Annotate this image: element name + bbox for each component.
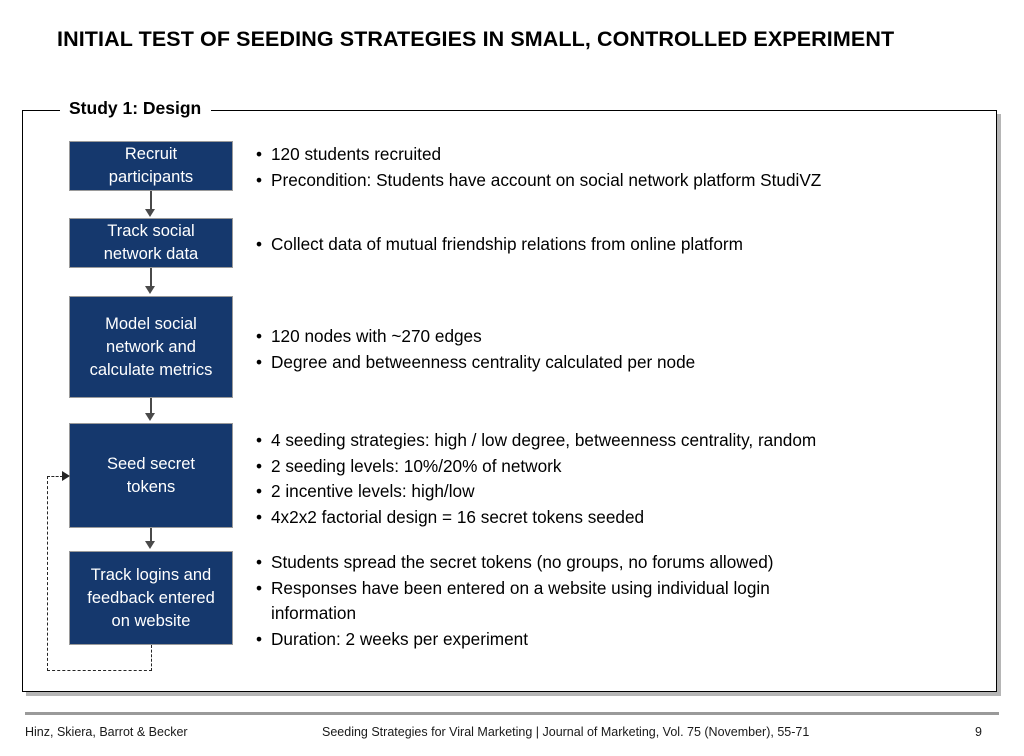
flow-box-label: Recruit participants [108,145,194,186]
arrowhead-seed-to-trackLogins [145,541,155,549]
bullet-item [255,324,995,350]
bullet-group-track-social-network-data [255,232,995,258]
footer-page-number: 9 [975,725,982,739]
flow-box-label: Seed secret tokens [106,454,196,496]
bullet-text: Collect data of mutual friendship relations from online platform [271,234,743,254]
bullet-group-model-social-network [255,324,995,375]
bullet-item [255,142,995,168]
bullet-group-recruit-participants [255,142,995,193]
bullet-marker-icon: • [256,169,263,190]
bullet-marker-icon: • [256,234,263,254]
flow-box-track-social-network-data[interactable] [69,218,233,268]
bullet-item [255,505,995,531]
bullet-text: 4 seeding strategies: high / low degree, betweenness centrality, random [271,430,817,450]
arrowhead-track-to-model [145,286,155,294]
bullet-marker-icon: • [256,144,263,164]
bullet-group-track-logins-feedback [255,550,995,652]
bullet-group-seed-secret-tokens [255,428,995,530]
flow-box-label: Track logins and feedback entered on website [87,565,215,630]
flow-box-model-social-network[interactable] [69,296,233,398]
bullet-text: Responses have been entered on a website using individual login [271,577,770,598]
feedback-loop-segment-left [47,670,152,671]
connector-track-to-model [150,268,152,288]
bullet-marker-icon: • [256,577,263,598]
footer-divider [25,712,999,715]
bullet-item [255,350,995,376]
feedback-loop-segment-down [151,645,152,671]
bullet-marker-icon: • [256,455,263,476]
flow-box-label: Model social network and calculate metrics [89,314,213,379]
bullet-item [255,479,995,505]
bullet-marker-icon: • [256,481,263,502]
flow-box-seed-secret-tokens[interactable] [69,423,233,528]
arrowhead-recruit-to-track [145,209,155,217]
page-title: INITIAL TEST OF SEEDING STRATEGIES IN SMALL, CONTROLLED EXPERIMENT [57,27,895,51]
bullet-text: information [271,603,357,624]
flow-box-recruit-participants[interactable] [69,141,233,191]
bullet-item [255,168,995,194]
bullet-marker-icon: • [256,430,263,450]
flow-box-track-logins-feedback[interactable] [69,551,233,645]
bullet-marker-icon: • [256,351,263,372]
connector-recruit-to-track [150,191,152,211]
bullet-marker-icon: • [256,628,263,649]
bullet-text: Precondition: Students have account on social network platform StudiVZ [271,169,822,190]
bullet-text: Duration: 2 weeks per experiment [271,628,528,649]
bullet-item [255,232,995,258]
bullet-text: 2 seeding levels: 10%/20% of network [271,455,562,476]
bullet-text: Degree and betweenness centrality calculated per node [271,351,696,372]
bullet-item [255,454,995,480]
study-design-frame-legend: Study 1: Design [60,97,211,119]
bullet-item [255,428,995,454]
bullet-text: 4x2x2 factorial design = 16 secret tokens seeded [271,506,645,527]
footer-authors: Hinz, Skiera, Barrot & Becker [25,725,188,739]
feedback-loop-segment-up [47,476,48,671]
bullet-marker-icon: • [256,506,263,527]
bullet-item [255,627,995,653]
bullet-item [255,550,995,576]
feedback-loop-arrowhead [62,471,70,481]
bullet-item-continuation [255,601,995,627]
bullet-item [255,576,995,602]
bullet-marker-icon: • [256,552,263,572]
flow-box-label: Track social network data [103,222,199,263]
bullet-text: 2 incentive levels: high/low [271,481,475,502]
bullet-text: 120 nodes with ~270 edges [271,326,482,346]
footer-citation: Seeding Strategies for Viral Marketing | Journal of Marketing, Vol. 75 (November), 55-71 [322,725,810,739]
bullet-text: Students spread the secret tokens (no groups, no forums allowed) [271,552,774,572]
bullet-marker-icon: • [256,326,263,346]
arrowhead-model-to-seed [145,413,155,421]
feedback-loop-segment-right [47,476,63,477]
bullet-text: 120 students recruited [271,144,442,164]
